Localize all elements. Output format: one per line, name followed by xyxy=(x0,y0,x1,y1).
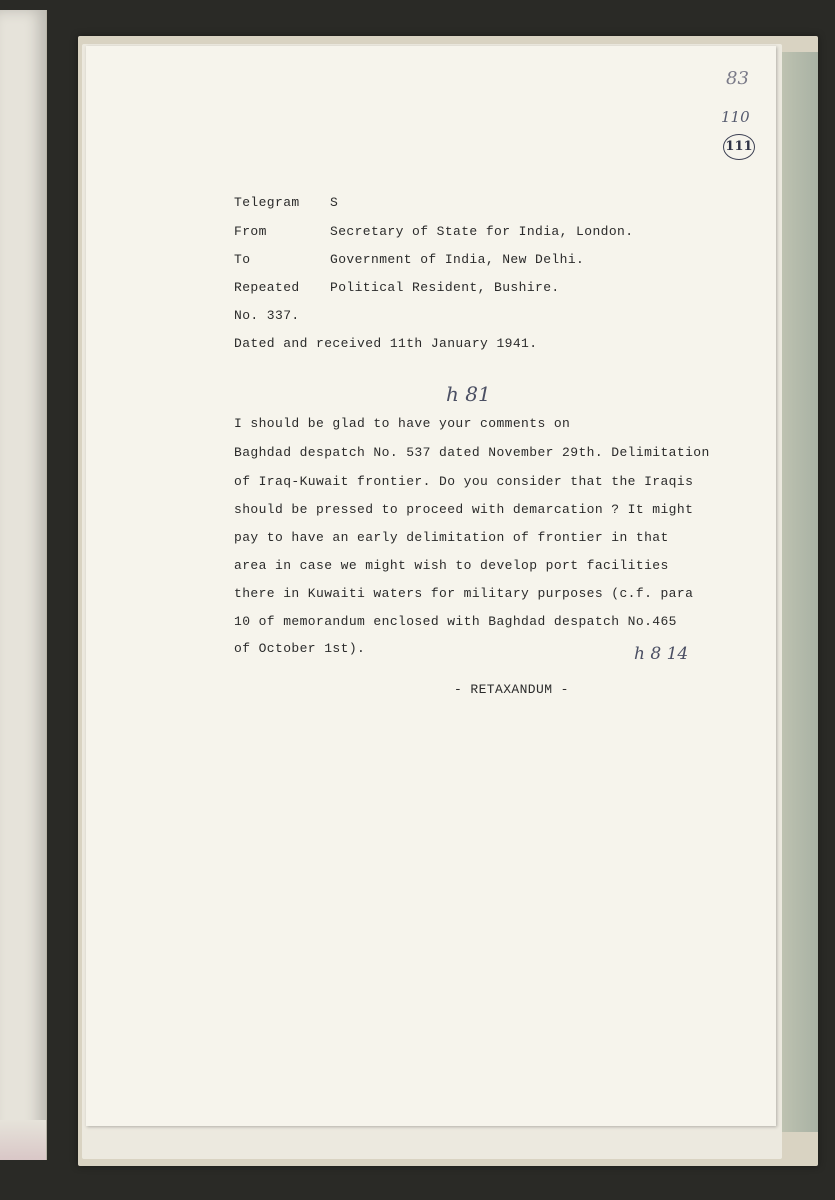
body-line: 10 of memorandum enclosed with Baghdad despatch No.465 xyxy=(234,614,677,629)
body-line: I should be glad to have your comments on xyxy=(234,416,571,431)
handwritten-initial: h 81 xyxy=(446,382,491,406)
header-label-repeated: Repeated xyxy=(234,280,300,295)
body-line: pay to have an early delimitation of frontier in that xyxy=(234,530,669,545)
body-line: Baghdad despatch No. 537 dated November 29th. Delimitation xyxy=(234,445,710,460)
telegram-sheet xyxy=(86,46,776,1126)
body-line: of Iraq-Kuwait frontier. Do you consider that the Iraqis xyxy=(234,474,694,489)
left-page-bottom-edge xyxy=(0,1120,46,1160)
header-label-telegram: Telegram xyxy=(234,195,300,210)
folio-number-circled: 111 xyxy=(723,134,755,160)
header-label-to: To xyxy=(234,252,251,267)
folio-number-ink: 110 xyxy=(721,108,750,126)
header-value-to: Government of India, New Delhi. xyxy=(330,252,585,267)
dated-line: Dated and received 11th January 1941. xyxy=(234,336,538,351)
body-line: there in Kuwaiti waters for military purposes (c.f. para xyxy=(234,586,694,601)
header-value-classification: S xyxy=(330,195,339,210)
header-label-number: No. 337. xyxy=(234,308,300,323)
header-label-from: From xyxy=(234,224,267,239)
header-value-from: Secretary of State for India, London. xyxy=(330,224,634,239)
handwritten-initial: h 8 14 xyxy=(634,644,689,664)
left-page-edge xyxy=(0,10,47,1160)
closing-retaxandum: - RETAXANDUM - xyxy=(454,682,569,697)
folio-number-pencil: 83 xyxy=(726,68,749,89)
body-line: should be pressed to proceed with demarcation ? It might xyxy=(234,502,694,517)
header-value-repeated: Political Resident, Bushire. xyxy=(330,280,560,295)
body-line: of October 1st). xyxy=(234,641,366,656)
body-line: area in case we might wish to develop port facilities xyxy=(234,558,669,573)
